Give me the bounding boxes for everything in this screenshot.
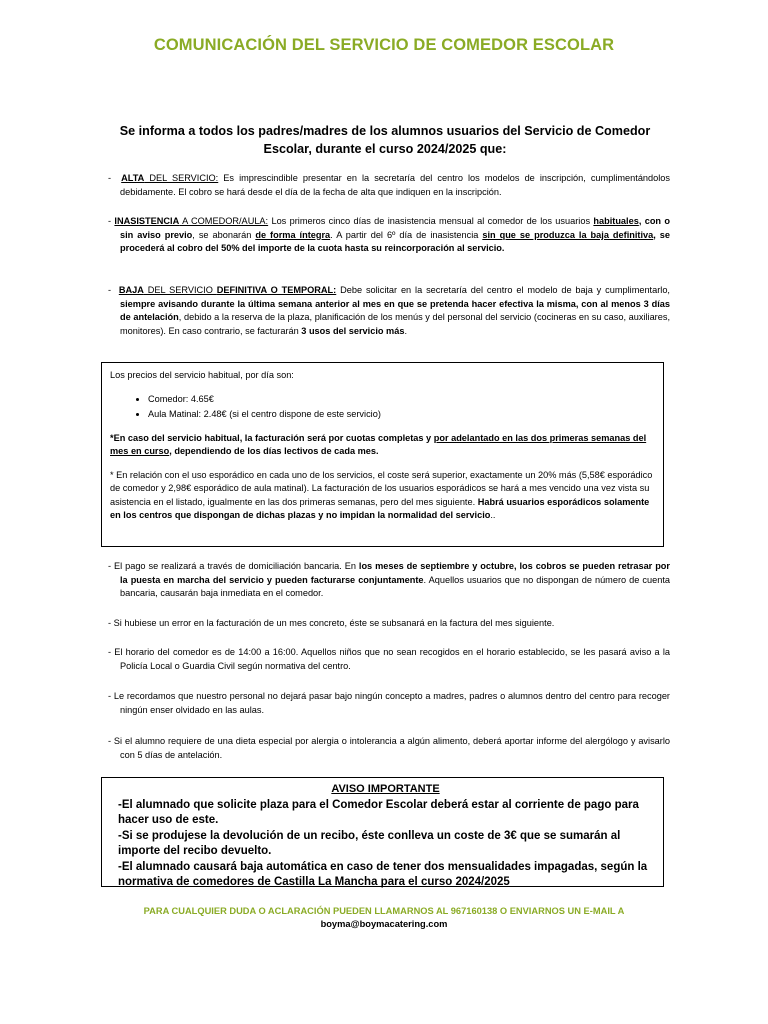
horario-item: - El horario del comedor es de 14:00 a 16:00. Aquellos niños que no sean recogidos en el horario establecido, se les pasará aviso a la Policía Local o Guardia Civil según normativa del centro. [108, 647, 670, 671]
price-aula-matinal: • Aula Matinal: 2.48€ (si el centro dispone de este servicio) [148, 408, 655, 422]
aviso-importante-box [101, 777, 664, 887]
prices-list [110, 393, 655, 422]
error-item: - Si hubiese un error en la facturación de un mes concreto, éste se subsanará en la factura del mes siguiente. [108, 618, 555, 628]
price-comedor: • Comedor: 4.65€ [148, 393, 655, 407]
page-title: COMUNICACIÓN DEL SERVICIO DE COMEDOR ESCOLAR [153, 36, 615, 54]
pago-item: - El pago se realizará a través de domiciliación bancaria. En los meses de septiembre y octubre, los cobros se pueden retrasar por la puesta en marcha del servicio y pueden facturarse conjuntamente. Aquellos usuarios que no dispongan de número de cuenta bancaria, causarán baja inmediata en el comedor. [108, 561, 670, 598]
footer-contact-line: PARA CUALQUIER DUDA O ACLARACIÓN PUEDEN LLAMARNOS AL 967160138 O ENVIARNOS UN E-MAIL A [143, 906, 625, 916]
aviso-line-3: -El alumnado causará baja automática en caso de tener dos mensualidades impagadas, según la normativa de comedores de Castilla La Mancha para el curso 2024/2025 [118, 860, 648, 888]
aviso-line-2: -Si se produjese la devolución de un recibo, éste conlleva un coste de 3€ que se sumarán al importe del recibo devuelto. [118, 829, 621, 857]
alta-label: ALTA [121, 173, 145, 183]
aviso-line-1: -El alumnado que solicite plaza para el Comedor Escolar deberá estar al corriente de pago para hacer uso de este. [118, 798, 639, 826]
inasistencia-item: - INASISTENCIA A COMEDOR/AULA: Los primeros cinco días de inasistencia mensual al comedor de los usuarios habituales, con o sin aviso previo, se abonarán de forma íntegra. A partir del 6º día de inasistencia sin que se produzca la baja definitiva, se procederá al cobro del 50% del importe de la cuota hasta su reincorporación al servicio. [108, 216, 671, 253]
prices-box [101, 362, 664, 547]
inasistencia-label: INASISTENCIA [114, 216, 180, 226]
prices-heading: Los precios del servicio habitual, por día son: [110, 370, 294, 380]
aviso-title: AVISO IMPORTANTE [331, 783, 440, 795]
footer [0, 905, 768, 930]
footer-email-link[interactable]: boyma@boymacatering.com [320, 918, 448, 929]
intro-text: Se informa a todos los padres/madres de los alumnos usuarios del Servicio de Comedor Escolar, durante el curso 2024/2025 que: [119, 124, 651, 156]
habitual-notice: *En caso del servicio habitual, la facturación será por cuotas completas y por adelantado en las dos primeras semanas del mes en curso, dependiendo de los días lectivos de cada mes. [110, 432, 647, 456]
personal-item: - Le recordamos que nuestro personal no dejará pasar bajo ningún concepto a madres, padres o alumnos dentro del centro para recoger ningún enser olvidado en las aulas. [108, 691, 670, 715]
alta-item: - ALTA DEL SERVICIO: Es imprescindible presentar en la secretaría del centro los modelos de inscripción, cumplimentándolos debidamente. El cobro se hará desde el día de la fecha de alta que indiquen en la inscripción. [108, 173, 670, 197]
baja-item: - BAJA DEL SERVICIO DEFINITIVA O TEMPORAL: Debe solicitar en la secretaría del centro el modelo de baja y cumplimentarlo, siempre avisando durante la última semana anterior al mes en que se pretenda hacer efectiva la misma, con al menos 3 días de antelación, debido a la reserva de la plaza, planificación de los menús y del personal del servicio (cocineras en su caso, auxiliares, monitores). En caso contrario, se facturarán 3 usos del servicio más. [108, 285, 670, 336]
esporadico-notice: * En relación con el uso esporádico en cada uno de los servicios, el coste será superior, exactamente un 20% más (5,58€ esporádico de comedor y 2,98€ esporádico de aula matinal). La facturación de los usuarios esporádicos se hará a mes vencido una vez vista su asistencia en el listado, igualmente en las dos primeras semanas, pero del mes siguiente. Habrá usuarios esporádicos solamente en los centros que dispongan de dichas plazas y no impidan la normalidad del servicio.. [110, 469, 653, 520]
baja-label: BAJA [118, 285, 144, 295]
dieta-item: - Si el alumno requiere de una dieta especial por alergia o intolerancia a algún alimento, deberá aportar informe del alergólogo y avisarlo con 5 días de antelación. [108, 736, 670, 760]
